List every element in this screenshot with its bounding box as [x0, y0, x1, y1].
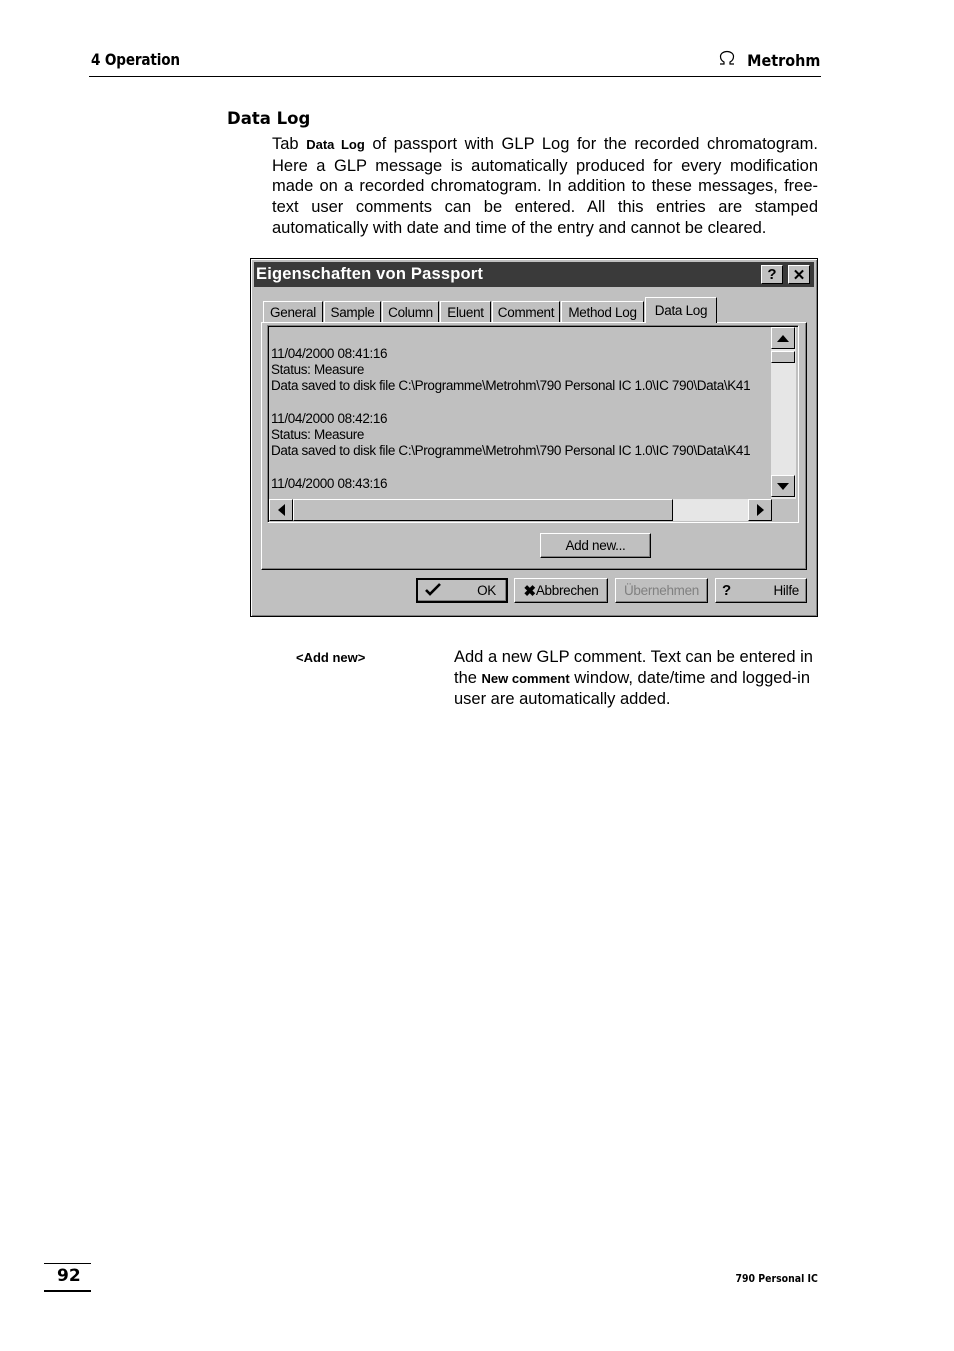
x-icon: ✖: [523, 582, 536, 600]
log-line: Status: Measure: [271, 362, 365, 378]
product-name: 790 Personal IC: [735, 1272, 818, 1285]
scroll-right-button[interactable]: [748, 499, 772, 521]
page-number-rule-top: [44, 1263, 91, 1264]
horizontal-scrollbar[interactable]: [269, 499, 772, 521]
uebernehmen-button[interactable]: Übernehmen: [615, 578, 708, 603]
header-rule: [89, 76, 821, 77]
passport-dialog: [250, 258, 818, 617]
log-line: Status: Measure: [271, 427, 365, 443]
hilfe-label: Hilfe: [773, 583, 799, 598]
hilfe-button[interactable]: [715, 578, 807, 603]
help-button[interactable]: ?: [761, 265, 783, 284]
tab-method-log[interactable]: Method Log: [561, 301, 644, 322]
log-line: [271, 395, 771, 411]
tab-comment[interactable]: Comment: [492, 301, 560, 322]
dialog-titlebar: [254, 262, 814, 287]
log-listbox[interactable]: [267, 325, 799, 523]
tab-reference: Data Log: [306, 137, 365, 152]
page-number-rule-bottom: [44, 1290, 91, 1292]
arrow-up-icon: [777, 335, 789, 342]
log-line: 11/04/2000 08:42:16: [271, 410, 388, 426]
arrow-right-icon: [757, 504, 764, 516]
close-button[interactable]: ✕: [788, 265, 810, 284]
section-title: Data Log: [227, 109, 311, 128]
brand-logo: [717, 50, 820, 71]
definition-description: Add a new GLP comment. Text can be entered in the New comment window, date/time and logged-in user are automatically added.: [454, 648, 813, 708]
log-line: [271, 459, 771, 475]
ok-label: OK: [477, 583, 496, 598]
log-line: 11/04/2000 08:41:16: [271, 346, 388, 361]
tab-data-log[interactable]: Data Log: [645, 297, 717, 323]
page-number: 92: [57, 1266, 81, 1286]
arrow-down-icon: [777, 483, 789, 490]
dialog-title: Eigenschaften von Passport: [256, 265, 484, 283]
section-paragraph: Tab Data Log of passport with GLP Log for the recorded chromatogram. Here a GLP message is automatically produced for every modification made on a recorded chromatogram. In addition to these messages, free-text user comments can be entered. All this entries are stamped automatically with date and time of the entry and cannot be cleared.: [272, 135, 819, 237]
chapter-heading: 4 Operation: [91, 50, 180, 69]
tab-sample[interactable]: Sample: [324, 301, 381, 322]
horizontal-scroll-thumb[interactable]: [293, 499, 673, 521]
tab-column[interactable]: Column: [382, 301, 439, 322]
window-reference: New comment: [481, 671, 570, 686]
vertical-scroll-thumb[interactable]: [771, 351, 795, 363]
scroll-up-button[interactable]: [771, 327, 795, 349]
checkmark-icon: [424, 582, 442, 599]
abbrechen-button[interactable]: [514, 578, 608, 603]
brand-name: Metrohm: [746, 51, 820, 70]
log-line: Data saved to disk file C:\Programme\Metrohm\790 Personal IC 1.0\IC 790\Data\K41: [271, 443, 751, 459]
tab-general[interactable]: General: [263, 301, 323, 322]
abbrechen-label: Abbrechen: [535, 583, 599, 598]
tab-eluent[interactable]: Eluent: [440, 301, 491, 322]
vertical-scrollbar[interactable]: [771, 327, 796, 499]
log-line: Data saved to disk file C:\Programme\Metrohm\790 Personal IC 1.0\IC 790\Data\K41: [271, 378, 751, 394]
ok-button[interactable]: [416, 578, 508, 603]
arrow-left-icon: [278, 504, 285, 516]
log-text: [271, 346, 771, 492]
add-new-button[interactable]: Add new...: [540, 533, 651, 558]
question-icon: ?: [722, 582, 731, 599]
omega-icon: [717, 50, 737, 71]
definition-term: <Add new>: [296, 650, 366, 665]
scroll-left-button[interactable]: [269, 499, 293, 521]
log-line: 11/04/2000 08:43:16: [271, 475, 388, 491]
scroll-down-button[interactable]: [771, 475, 795, 497]
